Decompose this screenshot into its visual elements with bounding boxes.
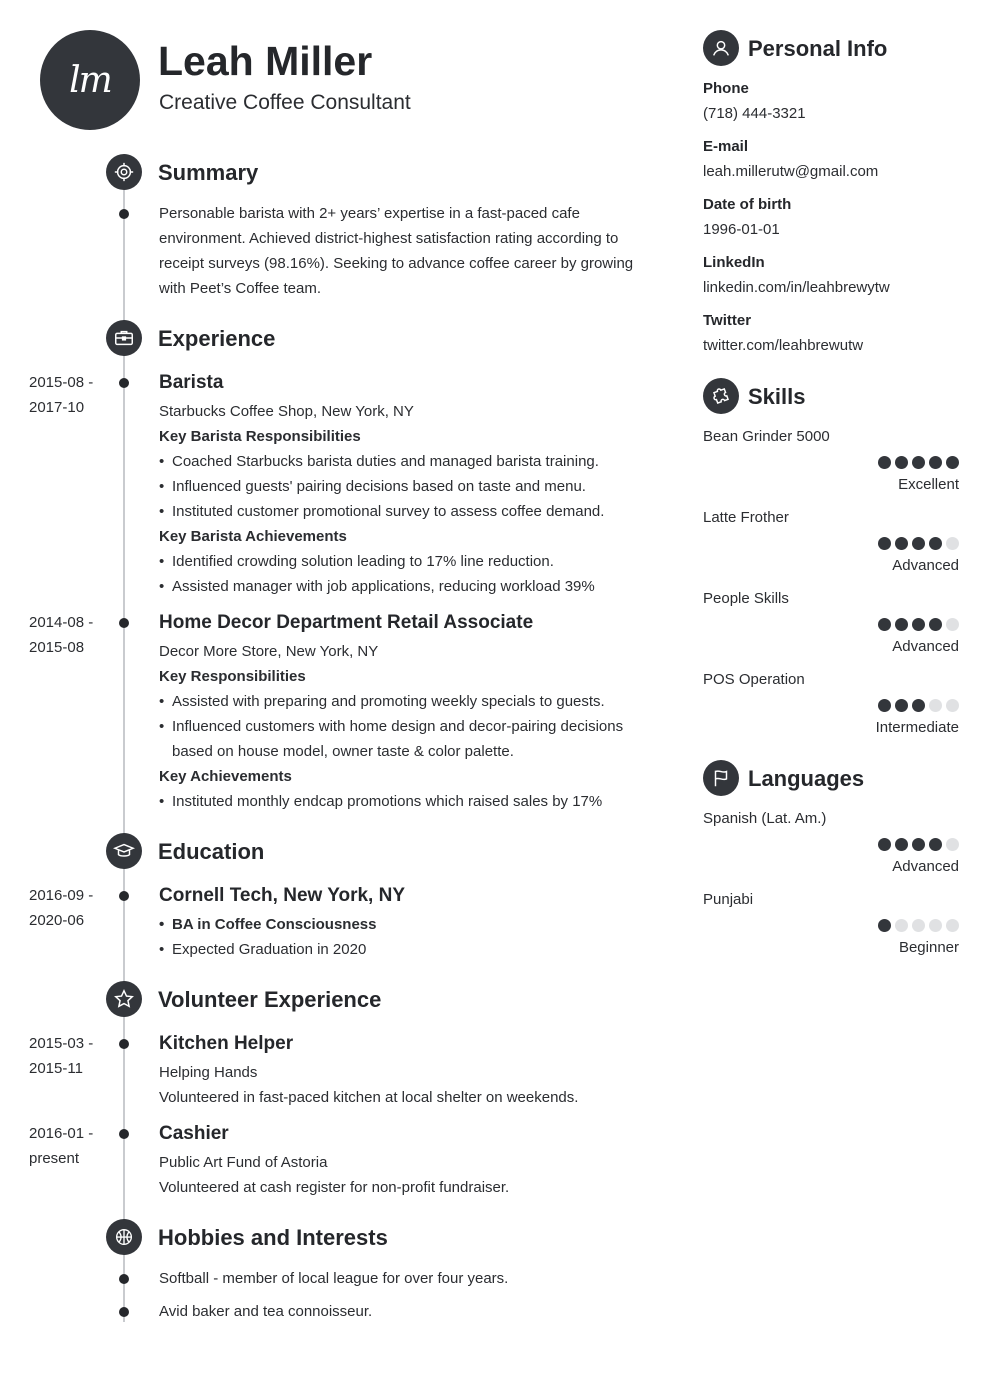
language-rating	[878, 838, 959, 851]
language-level: Beginner	[898, 939, 959, 956]
dob-label: Date of birth	[703, 196, 792, 213]
page-title: Leah Miller	[158, 38, 373, 84]
graduation-note: • Expected Graduation in 2020	[159, 937, 649, 962]
rating-dot-empty	[946, 618, 959, 631]
volunteer-date	[29, 1121, 109, 1171]
target-icon	[106, 154, 142, 190]
timeline-dot	[119, 378, 129, 388]
skills-heading: Skills	[748, 384, 806, 409]
education-date-start: 2016-09 -	[29, 887, 94, 904]
volunteer-org: Helping Hands	[159, 1064, 258, 1081]
rating-dot-empty	[912, 919, 925, 932]
list-item: • Identified crowding solution leading to 17% line reduction.	[159, 549, 649, 574]
volunteer-date-start: 2015-03 -	[29, 1035, 94, 1052]
list-item: • Coached Starbucks barista duties and managed barista training.	[159, 449, 649, 474]
volunteer-date-end: 2015-11	[29, 1060, 83, 1077]
briefcase-icon	[106, 320, 142, 356]
volunteer-date-end: present	[29, 1150, 80, 1167]
avatar	[40, 30, 140, 130]
volunteer-desc: Volunteered at cash register for non-profit fundraiser.	[159, 1179, 510, 1196]
email-value: leah.millerutw@gmail.com	[703, 163, 879, 180]
job-details	[159, 399, 649, 599]
rating-dot-empty	[946, 838, 959, 851]
rating-dot-filled	[895, 456, 908, 469]
twitter-label: Twitter	[703, 312, 752, 329]
skill-name: People Skills	[703, 590, 789, 607]
skill-name: Bean Grinder 5000	[703, 428, 830, 445]
language-rating	[878, 919, 959, 932]
phone-value: (718) 444-3321	[703, 105, 806, 122]
timeline-dot	[119, 1039, 129, 1049]
job-date-end: 2017-10	[29, 399, 85, 416]
rating-dot-filled	[912, 699, 925, 712]
rating-dot-filled	[912, 456, 925, 469]
rating-dot-filled	[878, 838, 891, 851]
volunteer-org: Public Art Fund of Astoria	[159, 1154, 328, 1171]
rating-dot-filled	[895, 537, 908, 550]
rating-dot-empty	[946, 919, 959, 932]
rating-dot-filled	[912, 838, 925, 851]
volunteer-heading: Volunteer Experience	[158, 987, 382, 1012]
rating-dot-filled	[878, 537, 891, 550]
rating-dot-filled	[895, 618, 908, 631]
timeline-dot	[119, 618, 129, 628]
skill-rating	[878, 699, 959, 712]
job-role: Home Decor Department Retail Associate	[159, 612, 534, 633]
linkedin-label: LinkedIn	[703, 254, 765, 271]
volunteer-desc: Volunteered in fast-paced kitchen at local shelter on weekends.	[159, 1089, 579, 1106]
timeline-dot	[119, 209, 129, 219]
job-title: Creative Coffee Consultant	[159, 91, 411, 114]
ach-heading: Key Barista Achievements	[159, 528, 347, 545]
list-item: • Instituted monthly endcap promotions which raised sales by 17%	[159, 789, 649, 814]
volunteer-date	[29, 1031, 109, 1081]
rating-dot-filled	[946, 456, 959, 469]
skill-rating	[878, 537, 959, 550]
job-date-start: 2015-08 -	[29, 374, 94, 391]
rating-dot-filled	[895, 699, 908, 712]
skill-level: Advanced	[892, 557, 959, 574]
rating-dot-filled	[929, 456, 942, 469]
skill-name: Latte Frother	[703, 509, 789, 526]
skill-level: Excellent	[898, 476, 959, 493]
ach-heading: Key Achievements	[159, 768, 292, 785]
job-date	[29, 370, 109, 420]
personal-info-heading: Personal Info	[748, 36, 888, 61]
list-item: • Assisted with preparing and promoting weekly specials to guests.	[159, 689, 649, 714]
list-item: • Influenced customers with home design and decor-pairing decisions	[159, 714, 649, 739]
rating-dot-filled	[912, 618, 925, 631]
rating-dot-filled	[929, 537, 942, 550]
list-item: • Influenced guests' pairing decisions based on taste and menu.	[159, 474, 649, 499]
rating-dot-filled	[878, 618, 891, 631]
graduation-cap-icon	[106, 833, 142, 869]
rating-dot-filled	[895, 838, 908, 851]
timeline-line	[123, 190, 125, 1322]
rating-dot-empty	[929, 699, 942, 712]
volunteer-details	[159, 1150, 649, 1200]
hobbies-heading: Hobbies and Interests	[158, 1225, 388, 1250]
phone-label: Phone	[703, 80, 749, 97]
volunteer-details	[159, 1060, 649, 1110]
volunteer-date-start: 2016-01 -	[29, 1125, 94, 1142]
job-role: Barista	[159, 372, 224, 393]
summary-text	[159, 201, 649, 301]
rating-dot-filled	[912, 537, 925, 550]
star-icon	[106, 981, 142, 1017]
list-item-continuation: based on house model, owner taste & color palette.	[172, 743, 514, 760]
list-item: • Instituted customer promotional survey to assess coffee demand.	[159, 499, 649, 524]
puzzle-icon	[703, 378, 739, 414]
skill-level: Advanced	[892, 638, 959, 655]
email-label: E-mail	[703, 138, 749, 155]
job-company: Decor More Store, New York, NY	[159, 643, 379, 660]
summary-heading: Summary	[158, 160, 259, 185]
education-date-end: 2020-06	[29, 912, 85, 929]
timeline-dot	[119, 1129, 129, 1139]
monogram-text: lm	[69, 59, 111, 101]
basketball-icon	[106, 1219, 142, 1255]
rating-dot-filled	[878, 919, 891, 932]
degree: • BA in Coffee Consciousness	[159, 912, 649, 937]
user-icon	[703, 30, 739, 66]
timeline-dot	[119, 1274, 129, 1284]
skill-rating	[878, 618, 959, 631]
education-date	[29, 883, 109, 933]
school-name: Cornell Tech, New York, NY	[159, 885, 406, 906]
rating-dot-filled	[878, 699, 891, 712]
education-details	[159, 912, 649, 962]
rating-dot-filled	[878, 456, 891, 469]
volunteer-role: Kitchen Helper	[159, 1033, 294, 1054]
twitter-value: twitter.com/leahbrewutw	[703, 337, 864, 354]
rating-dot-empty	[946, 537, 959, 550]
dob-value: 1996-01-01	[703, 221, 780, 238]
job-company: Starbucks Coffee Shop, New York, NY	[159, 403, 414, 420]
summary-line: Personable barista with 2+ years’ expertise in a fast-paced cafe	[159, 205, 580, 222]
volunteer-role: Cashier	[159, 1123, 229, 1144]
rating-dot-empty	[929, 919, 942, 932]
timeline-dot	[119, 1307, 129, 1317]
timeline-dot	[119, 891, 129, 901]
job-date	[29, 610, 109, 660]
experience-heading: Experience	[158, 326, 276, 351]
resp-heading: Key Responsibilities	[159, 668, 306, 685]
job-date-start: 2014-08 -	[29, 614, 94, 631]
summary-line: with Peet’s Coffee team.	[159, 280, 322, 297]
linkedin-value: linkedin.com/in/leahbrewytw	[703, 279, 890, 296]
list-item: • Assisted manager with job applications, reducing workload 39%	[159, 574, 649, 599]
resp-heading: Key Barista Responsibilities	[159, 428, 361, 445]
job-details	[159, 639, 649, 814]
rating-dot-empty	[895, 919, 908, 932]
skill-rating	[878, 456, 959, 469]
education-heading: Education	[158, 839, 265, 864]
rating-dot-filled	[929, 838, 942, 851]
job-date-end: 2015-08	[29, 639, 85, 656]
hobby-item: Softball - member of local league for over four years.	[159, 1270, 509, 1287]
rating-dot-filled	[929, 618, 942, 631]
flag-icon	[703, 760, 739, 796]
languages-heading: Languages	[748, 766, 865, 791]
language-name: Punjabi	[703, 891, 754, 908]
summary-line: environment. Achieved district-highest satisfaction rating according to	[159, 230, 619, 247]
language-level: Advanced	[892, 858, 959, 875]
hobby-item: Avid baker and tea connoisseur.	[159, 1303, 373, 1320]
skill-level: Intermediate	[875, 719, 959, 736]
summary-line: receipt surveys (98.16%). Seeking to advance coffee career by growing	[159, 255, 634, 272]
language-name: Spanish (Lat. Am.)	[703, 810, 827, 827]
skill-name: POS Operation	[703, 671, 805, 688]
rating-dot-empty	[946, 699, 959, 712]
